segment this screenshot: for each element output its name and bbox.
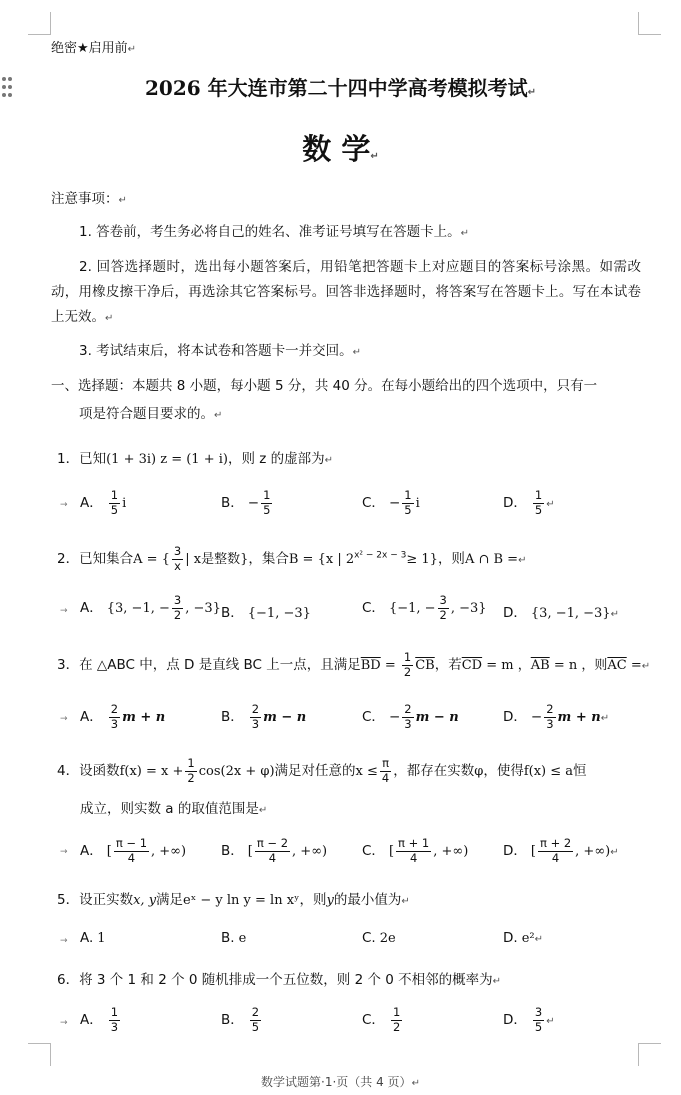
crop-mark-bottom-right xyxy=(638,1043,661,1066)
section-heading: 一、选择题：本题共 8 小题，每小题 5 分，共 40 分。在每小题给出的四个选项中，只有一 项是符合题目要求的。↵ xyxy=(51,378,598,422)
q4-option-a[interactable]: A． [ $\frac{\pi - 1}{4}$ , +∞) xyxy=(80,836,187,865)
q1-option-b[interactable]: B． − $\frac{1}{5}$ xyxy=(221,488,271,517)
q6-option-c[interactable]: C． $\frac{1}{2}$ xyxy=(362,1005,401,1034)
q1-option-a[interactable]: A． $\frac{1}{5}$ i xyxy=(80,488,127,517)
q6-option-a[interactable]: A． $\frac{1}{3}$ xyxy=(80,1005,119,1034)
q3-option-c[interactable]: C． − $\frac{2}{3}$ m − n xyxy=(362,702,459,731)
tab-mark: → xyxy=(60,847,68,857)
q1-option-d[interactable]: D． $\frac{1}{5}$ ↵ xyxy=(503,488,555,517)
notice-item-1: 1. 答卷前，考生务必将自己的姓名、准考证号填写在答题卡上。↵ xyxy=(79,224,470,240)
subject-title: 数 学↵ xyxy=(302,132,379,166)
question-2-stem: 2．已知集合A = { $\frac{3}{x}$ | x是整数}，集合B = {x | $2^{x^2 - 2x - 3}\ge 1$}，则A ∩ B =↵ xyxy=(57,544,527,573)
question-3-stem: 3．在 △ABC 中，点 D 是直线 BC 上一点，且满足$\overline{BD}$ = $\frac{1}{2}$ $\overline{CB}$，若$\overline{CD} = m$ ，$\overline{AB} = n$ ，则$\overline{AC}$ =↵ xyxy=(57,650,651,679)
q2-option-a[interactable]: A． {3, −1, − $\frac{3}{2}$ , −3} xyxy=(80,593,221,622)
q2-option-b[interactable]: B． {−1, −3} xyxy=(221,605,311,621)
q4-option-c[interactable]: C． [ $\frac{\pi + 1}{4}$ , +∞) xyxy=(362,836,469,865)
exam-title: 2026 年大连市第二十四中学高考模拟考试↵ xyxy=(144,76,537,100)
question-1-stem: 1．已知(1 + 3i) z = (1 + i)，则 z 的虚部为↵ xyxy=(57,451,334,467)
question-4-stem: 4．设函数f(x) = x + $\frac{1}{2}$ cos(2x + φ)满足对任意的x ≤ $\frac{\pi}{4}$ ，都存在实数φ，使得f(x) ≤ a恒 xyxy=(57,756,587,785)
q3-option-b[interactable]: B． $\frac{2}{3}$ m − n xyxy=(221,702,307,731)
notice-item-2: 2. 回答选择题时，选出每小题答案后，用铅笔把答题卡上对应题目的答案标号涂黑。如需改动，用橡皮擦干净后，再选涂其它答案标号。回答非选择题时，将答案写在答题卡上。写在本试卷上无效。↵ xyxy=(51,259,641,325)
q6-option-d[interactable]: D． $\frac{3}{5}$ ↵ xyxy=(503,1005,555,1034)
tab-mark: → xyxy=(60,936,68,946)
q4-option-d[interactable]: D． [ $\frac{\pi + 2}{4}$ , +∞)↵ xyxy=(503,836,619,865)
q2-option-c[interactable]: C． {−1, − $\frac{3}{2}$ , −3} xyxy=(362,593,487,622)
q5-option-d[interactable]: D. e²↵ xyxy=(503,930,543,946)
crop-mark-top-right xyxy=(638,12,661,35)
q3-option-a[interactable]: A． $\frac{2}{3}$ m + n xyxy=(80,702,166,731)
page-footer: 数学试题第·1·页（共 4 页）↵ xyxy=(261,1075,420,1089)
question-6-stem: 6．将 3 个 1 和 2 个 0 随机排成一个五位数，则 2 个 0 不相邻的概率为↵ xyxy=(57,972,502,988)
q2-option-d[interactable]: D． {3, −1, −3}↵ xyxy=(503,605,619,621)
crop-mark-top-left xyxy=(28,12,51,35)
q5-option-c[interactable]: C. 2e xyxy=(362,930,396,946)
notice-item-3: 3. 考试结束后，将本试卷和答题卡一并交回。↵ xyxy=(79,343,362,359)
q1-option-c[interactable]: C． − $\frac{1}{5}$ i xyxy=(362,488,420,517)
q5-option-a[interactable]: A. 1 xyxy=(80,930,106,946)
confidential-label: 绝密★启用前↵ xyxy=(51,41,137,56)
crop-mark-bottom-left xyxy=(28,1043,51,1066)
q4-option-b[interactable]: B． [ $\frac{\pi - 2}{4}$ , +∞) xyxy=(221,836,328,865)
q6-option-b[interactable]: B． $\frac{2}{5}$ xyxy=(221,1005,260,1034)
tab-mark: → xyxy=(60,606,68,616)
tab-mark: → xyxy=(60,714,68,724)
tab-mark: → xyxy=(60,500,68,510)
q5-option-b[interactable]: B. e xyxy=(221,930,247,946)
question-5-stem: 5．设正实数x, y满足eˣ − y ln y = ln xʸ，则y的最小值为↵ xyxy=(57,892,410,908)
q3-option-d[interactable]: D． − $\frac{2}{3}$ m + n↵ xyxy=(503,702,610,731)
notice-heading: 注意事项：↵ xyxy=(51,191,127,207)
tab-mark: → xyxy=(60,1018,68,1028)
question-4-stem-line2: 成立，则实数 a 的取值范围是↵ xyxy=(80,801,268,817)
